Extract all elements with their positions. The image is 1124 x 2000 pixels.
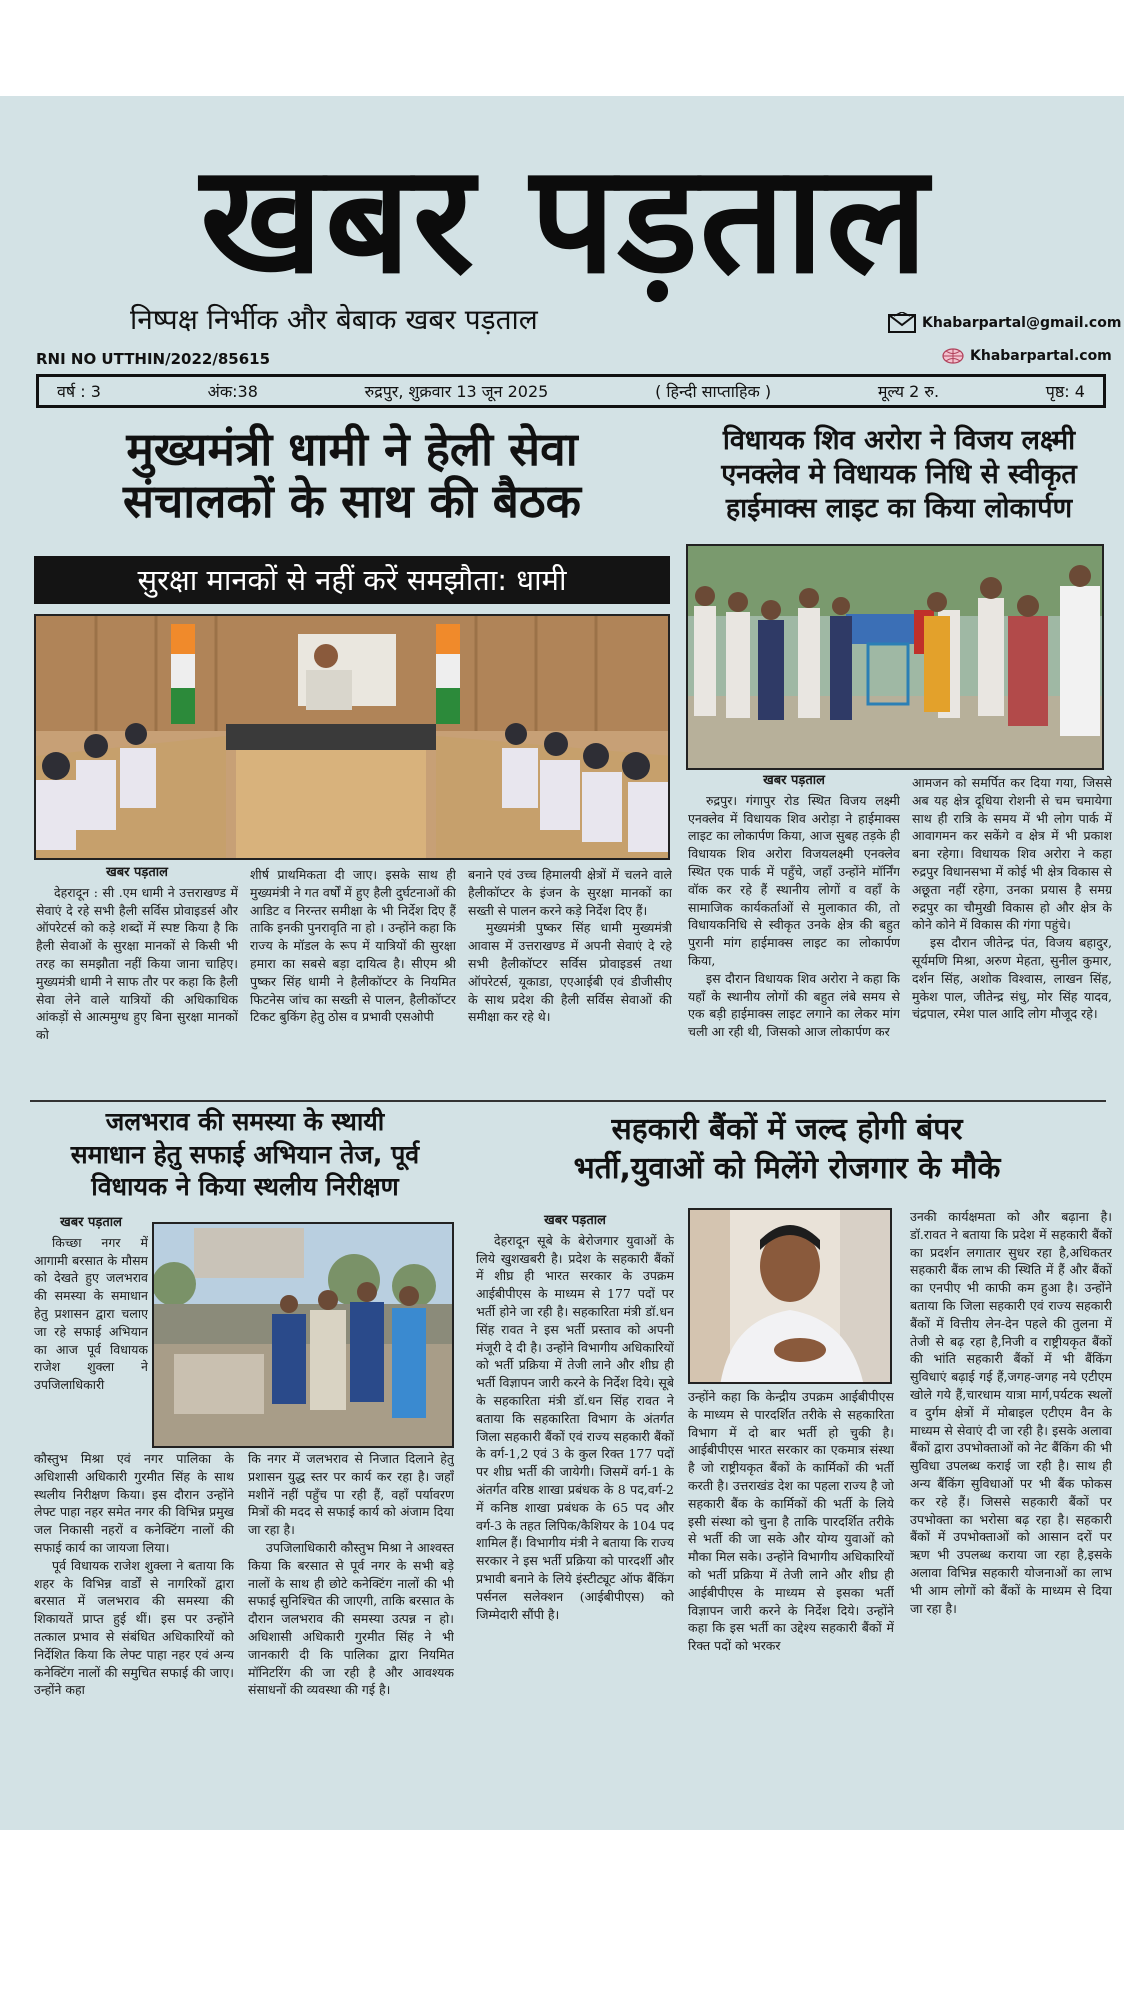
- story3-headline: जलभराव की समस्या के स्थायी समाधान हेतु सफाई अभियान तेज, पूर्व विधायक ने किया स्थलीय निरीक्षण: [70, 1107, 420, 1201]
- globe-icon: [942, 348, 964, 364]
- story3-byline: खबर पड़ताल: [60, 1215, 122, 1230]
- issue-info-bar: [36, 374, 1106, 408]
- story2-headline: विधायक शिव अरोरा ने विजय लक्ष्मी एनक्लेव मे विधायक निधि से स्वीकृत हाईमाक्स लाइट का किया लोकार्पण: [721, 425, 1077, 524]
- story1-headline: मुख्यमंत्री धामी ने हेली सेवा संचालकों के साथ की बैठक: [122, 422, 581, 528]
- price-label: मूल्य 2 रु.: [877, 382, 940, 401]
- place-date: रुद्रपुर, शुक्रवार 13 जून 2025: [364, 382, 549, 401]
- issue-label: अंक:38: [207, 382, 258, 401]
- story4-photo-minister: [688, 1208, 892, 1384]
- story4-headline: सहकारी बैंकों में जल्द होगी बंपर भर्ती,युवाओं को मिलेंगे रोजगार के मौके: [573, 1112, 1001, 1186]
- email-contact: [888, 312, 1121, 334]
- year-label: वर्ष : 3: [57, 382, 101, 401]
- story3-col1: कौस्तुभ मिश्रा एवं नगर पालिका के अधिशासी अधिकारी गुरमीत सिंह के साथ स्थलीय निरीक्षण किया। इस दौरान उन्होंने लेफ्ट पाहा नहर समेत नगर की विभिन्न प्रमुख जल निकासी नहरों व कनेक्टिंग नालों की सफाई कार्य का जायजा लिया। पूर्व विधायक राजेश शुक्ला ने बताया कि शहर के विभिन्न वार्डों से नागरिकों द्वारा बरसात में जलभराव की समस्या की शिकायतें प्राप्त हुई थीं। इस पर उन्होंने तत्काल प्रभाव से संबंधित अधिकारियों को निर्देशित किया कि लेफ्ट पाहा नहर एवं अन्य कनेक्टिंग नालों की समुचित सफाई की जाए। उन्होंने कहा: [34, 1451, 234, 1698]
- masthead-tagline: निष्पक्ष निर्भीक और बेबाक खबर पड़ताल: [130, 303, 538, 336]
- section-divider: [30, 1100, 1106, 1102]
- email-text: Khabarpartal@gmail.com: [922, 315, 1122, 331]
- masthead-title: खबर पड़ताल: [200, 133, 930, 307]
- website-contact: [942, 348, 1112, 364]
- story2-col1: खबर पड़ताल रुद्रपुर। गंगापुर रोड स्थित विजय लक्ष्मी एनक्लेव में विधायक शिव अरोड़ा ने हाईमाक्स लाइट का लोकार्पण किया, आज सुबह तड़के ही विधायक शिव अरोरा विजयलक्ष्मी एनक्लेव स्थित एक पार्क में पहुँचे, जहाँ उन्होंने मॉर्निंग वॉक कर रहे हैं स्थानीय लोगों व वहाँ के सामाजिक कार्यकर्ताओं से मुलाकात की, तो विधायकनिधि से स्वीकृत उनके क्षेत्र की बहुत पुरानी मांग हाईमाक्स लाइट का लोकार्पण किया, इस दौरान विधायक शिव अरोरा ने कहा कि यहाँ के स्थानीय लोगों की बहुत लंबे समय से एक बड़ी हाईमाक्स लाइट लगाने का लेकर मांग चली आ रही थी, जिसको आज लोकार्पण कर: [688, 773, 900, 1040]
- paper-type: ( हिन्दी साप्ताहिक ): [655, 382, 772, 401]
- story3-col2: कि नगर में जलभराव से निजात दिलाने हेतु प्रशासन युद्ध स्तर पर कार्य कर रहा है। जहाँ मशीनें नहीं पहुँच पा रही हैं, वहाँ पर्यावरण मित्रों की मदद से सफाई कार्य को अंजाम दिया जा रहा है। उपजिलाधिकारी कौस्तुभ मिश्रा ने आश्वस्त किया कि बरसात से पूर्व नगर के सभी बड़े नालों के साथ ही छोटे कनेक्टिंग नालों की भी सफाई सुनिश्चित की जाएगी, ताकि बरसात के दौरान जलभराव की समस्या उत्पन्न न हो। अधिशासी अधिकारी गुरमीत सिंह ने भी जानकारी दी कि पालिका द्वारा नियमित मॉनिटरिंग की जा रही है और आवश्यक संसाधनों की व्यवस्था की गई है।: [248, 1451, 454, 1698]
- story2-col2: आमजन को समर्पित कर दिया गया, जिससे अब यह क्षेत्र दूधिया रोशनी से चम चमायेगा साथ ही रात्रि के समय में भी लोग पार्क में आवागमन कर सकेंगे व क्षेत्र में भी प्रकाश बना रहेगा। विधायक शिव अरोरा ने कहा रुद्रपुर विधानसभा में कोई भी क्षेत्र विकास से अछूता नहीं रहेगा, उनका प्रयास है समग्र रुद्रपुर का चौमुखी विकास हो और क्षेत्र के कोने कोने में विकास की गंगा पहुंचे। इस दौरान जीतेन्द्र पंत, विजय बहादुर, सूर्यमणि मिश्रा, अरुण मेहता, सुनील कुमार, दर्शन सिंह, अशोक विश्वास, लाखन सिंह, मुकेश पाल, जीतेन्द्र संधु, मोर सिंह यादव, चंद्रपाल, रमेश पाल आदि लोग मौजूद रहे।: [912, 775, 1112, 1022]
- story1-byline: खबर पड़ताल: [106, 865, 168, 880]
- story4-byline: खबर पड़ताल: [544, 1213, 606, 1228]
- rni-number: RNI NO UTTHIN/2022/85615: [36, 350, 271, 368]
- story1-col3: बनाने एवं उच्च हिमालयी क्षेत्रों में चलने वाले हैलीकॉप्टर के इंजन के सुरक्षा मानकों का सख्ती से पालन करने कड़े निर्देश दिए हैं। मुख्यमंत्री पुष्कर सिंह धामी मुख्यमंत्री आवास में उत्तराखण्ड में अपनी सेवाएं दे रहे सभी हैलीकॉप्टर सर्विस प्रोवाइडर्स तथा ऑपरेटर्स, यूकाडा, एएआईबी एवं डीजीसीए के साथ प्रदेश की हैली सर्विस सेवाओं की समीक्षा कर रहे थे।: [468, 867, 672, 1025]
- story1-photo-meeting: [34, 614, 670, 860]
- website-text: Khabarpartal.com: [970, 348, 1112, 364]
- story1-col2: शीर्ष प्राथमिकता दी जाए। इसके साथ ही मुख्यमंत्री ने गत वर्षों में हुए हैली दुर्घटनाओं की आडिट व निरन्तर समीक्षा के भी निर्देश दिए हैं ताकि इनकी पुनरावृति ना हो । उन्होंने कहा कि राज्य के मॉडल के रूप में यात्रियों की सुरक्षा हमारा का सबसे बड़ा दायित्व है। सीएम श्री पुष्कर सिंह धामी ने हैलीकॉप्टर के नियमित फिटनेस जांच का सख्ती से पालन, हैलीकॉप्टर टिकट बुकिंग हेतु ठोस व प्रभावी एसओपी: [250, 867, 456, 1025]
- story3-photo-inspection: [152, 1222, 454, 1448]
- story4-col3: उनकी कार्यक्षमता को और बढ़ाना है। डॉ.रावत ने बताया कि प्रदेश में सहकारी बैंकों का प्रदर्शन लगातार सुधर रहा है,अधिकतर सहकारी बैंक लाभ की स्थिति में हैं और बैंकों का एनपीए भी काफी कम हुआ है। उन्होंने बताया कि जिला सहकारी एवं राज्य सहकारी बैंकों में वित्तीय लेन-देन पहले की तुलना में तेजी से बढ़ रहा है,निजी व राष्ट्रीयकृत बैंकों की भांति सहकारी बैंकों में भी बैंकिंग सुविधाएं बढ़ाई गई हैं,जगह-जगह नये एटीएम खोले गये हैं,चारधाम यात्रा मार्ग,पर्यटक स्थलों व दुर्गम क्षेत्रों में मोबाइल एटीएम वैन के माध्यम से सेवाएं दी जा रही है। इसके अलावा बैंकों द्वारा उपभोक्ताओं को नेट बैंकिंग की भी सुविधा उपलब्ध कराई जा रही है। साथ ही अन्य बैंकिंग सुविधाओं पर भी बैंक फोकस कर रहे हैं। जिससे सहकारी बैंकों पर उपभोक्ता का भरोसा बढ़ रहा है। सहकारी बैंकों में उपभोक्ताओं को आसान दरों पर ऋण भी उपलब्ध कराया जा रहा है,इसके अलावा विभिन्न सहकारी योजनाओं का लाभ भी आम लोगों को बैंकों के माध्यम से दिया जा रहा है।: [910, 1209, 1112, 1616]
- story1-col1: खबर पड़ताल देहरादून : सी .एम धामी ने उत्तराखण्ड में सेवाएं दे रहे सभी हैली सर्विस प्रोवाइडर्स और ऑपरेटर्स को कड़े शब्दों में स्पष्ट किया है कि हैली सेवाओं के सुरक्षा मानकों से किसी भी तरह का समझौता नहीं किया जाना चाहिए। मुख्यमंत्री धामी ने साफ तौर पर कहा कि हैली सेवा लेने वाले यात्रियों की अधिकाधिक आंकड़ों से आत्ममुग्ध हुए बिना सुरक्षा मानकों को: [36, 865, 238, 1043]
- page-label: पृष्ठ: 4: [1045, 382, 1085, 401]
- envelope-icon: [888, 312, 916, 334]
- story4-col2: उन्होंने कहा कि केन्द्रीय उपक्रम आईबीपीएस के माध्यम से पारदर्शित तरीके से सहकारिता विभाग में दो बार भर्ती हो चुकी है। आईबीपीएस भारत सरकार का एकमात्र संस्था है जो राष्ट्रीयकृत बैंकों के कार्मिकों की भर्ती करती है। उत्तराखंड देश का पहला राज्य है जो सहकारी बैंक के कार्मिकों की भर्ती के लिये इसी संस्था को चुना है ताकि पारदर्शित तरीके से भर्ती की जा सके और योग्य युवाओं को मौका मिल सके। उन्होंने विभागीय अधिकारियों को भर्ती प्रक्रिया में तेजी लाने और शीघ्र ही आईबीपीएस के माध्यम से इसका भर्ती विज्ञापन जारी करने के निर्देश दिये। उन्होंने कहा कि इस भर्ती का उद्देश्य सहकारी बैंकों में रिक्त पदों को भरकर: [688, 1389, 894, 1654]
- story3-col-narrow: खबर पड़ताल किच्छा नगर में आगामी बरसात के मौसम को देखते हुए जलभराव की समस्या के समाधान हेतु प्रशासन द्वारा चलाए जा रहे सफाई अभियान का आज पूर्व विधायक राजेश शुक्ला ने उपजिलाधिकारी: [34, 1215, 148, 1393]
- story2-photo-inauguration: [686, 544, 1104, 770]
- story2-byline: खबर पड़ताल: [763, 773, 825, 788]
- story1-subhead: सुरक्षा मानकों से नहीं करें समझौता: धामी: [34, 556, 670, 604]
- story4-col1: खबर पड़ताल देहरादून सूबे के बेरोजगार युवाओं के लिये खुशखबरी है। प्रदेश के सहकारी बैंकों में शीघ्र ही भारत सरकार के उपक्रम आईबीपीएस के माध्यम से 177 पदों पर भर्ती होने जा रही है। सहकारिता मंत्री डॉ.धन सिंह रावत ने इस भर्ती प्रस्ताव को अपनी मंजूरी दे दी है। उन्होंने विभागीय अधिकारियों को भर्ती प्रक्रिया में तेजी लाने और शीघ्र ही भर्ती विज्ञापन जारी करने के निर्देश दिये। सूबे के सहकारिता मंत्री डॉ.धन सिंह रावत ने बताया कि सहकारिता विभाग के अंतर्गत जिला सहकारी बैंकों एवं राज्य सहकारी बैंकों के वर्ग-1,2 एवं 3 के कुल रिक्त 177 पदों पर शीघ्र भर्ती की जायेगी। जिसमें वर्ग-1 के अंतर्गत वरिष्ठ शाखा प्रबंधक के 8 पद,वर्ग-2 में कनिष्ठ शाखा प्रबंधक के 65 पद और वर्ग-3 के तहत लिपिक/कैशियर के 104 पद शामिल हैं। विभागीय मंत्री ने बताया कि राज्य सरकार ने इस भर्ती प्रक्रिया को पारदर्शी और प्रभावी बनाने के लिये इंस्टीट्यूट ऑफ बैंकिंग पर्सनल सलेक्शन (आईबीपीएस) को जिम्मेदारी सौंपी है।: [476, 1213, 674, 1622]
